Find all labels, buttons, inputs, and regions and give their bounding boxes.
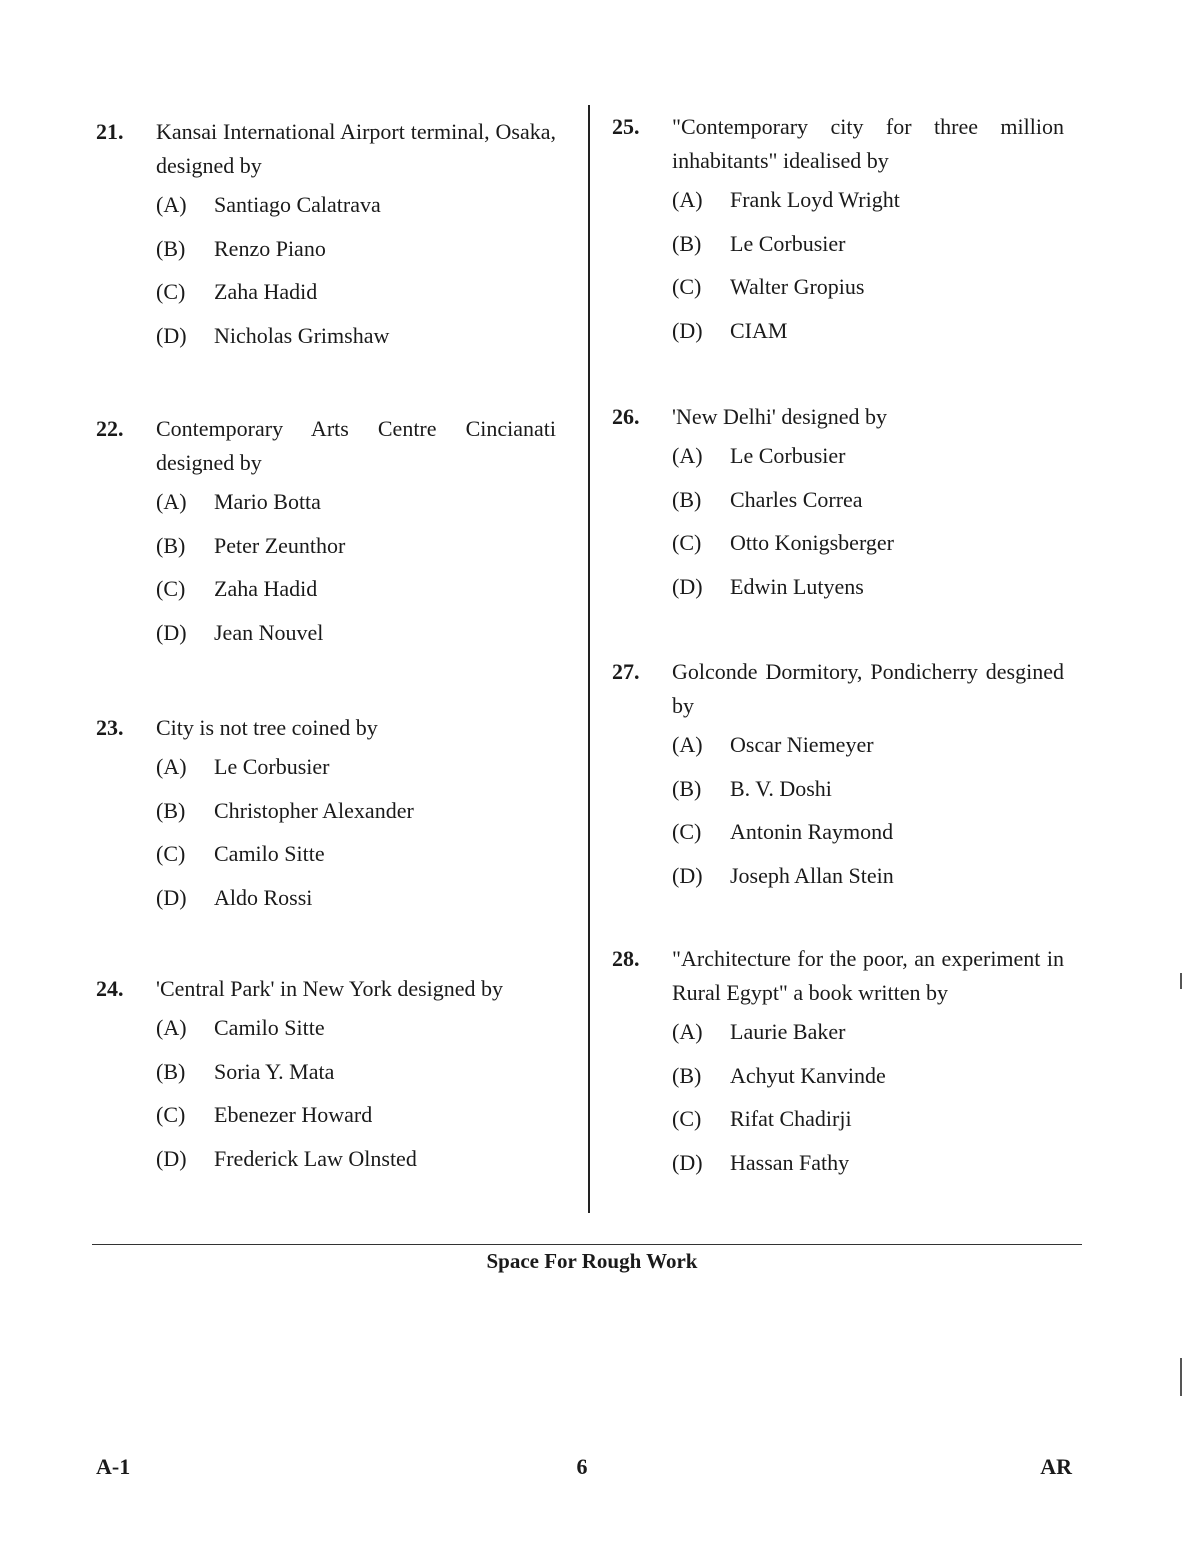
option-d	[156, 1145, 556, 1173]
option-text: Achyut Kanvinde	[730, 1062, 886, 1088]
option-c	[672, 818, 1064, 846]
option-letter: (B)	[156, 797, 186, 823]
question-23	[96, 711, 556, 927]
option-list	[672, 731, 1064, 890]
option-a	[156, 191, 556, 219]
question-text: Kansai International Airport terminal, Osaka, designed by	[156, 119, 556, 178]
option-text: Nicholas Grimshaw	[214, 322, 390, 348]
option-text: Zaha Hadid	[214, 279, 318, 304]
option-list	[156, 1014, 556, 1173]
option-d	[156, 619, 556, 647]
option-b	[156, 532, 556, 560]
question-25	[612, 110, 1064, 360]
option-letter: (C)	[156, 841, 186, 866]
question-number: 24.	[96, 976, 124, 1001]
option-d	[672, 573, 1064, 601]
option-list	[672, 1018, 1064, 1177]
option-letter: (A)	[672, 187, 703, 212]
question-number: 21.	[96, 119, 124, 144]
question-number: 25.	[612, 114, 640, 139]
option-letter: (D)	[156, 1145, 187, 1171]
question-number: 27.	[612, 659, 640, 684]
question-22	[96, 412, 556, 662]
option-letter: (C)	[672, 1106, 702, 1131]
option-text: Antonin Raymond	[730, 819, 894, 844]
option-list	[156, 488, 556, 647]
question-26	[612, 400, 1064, 616]
option-text: Camilo Sitte	[214, 1015, 325, 1040]
option-c	[156, 575, 556, 603]
option-letter: (B)	[156, 1058, 186, 1084]
option-b	[672, 1062, 1064, 1090]
option-text: Mario Botta	[214, 489, 321, 514]
option-letter: (B)	[672, 230, 702, 256]
option-list	[672, 442, 1064, 601]
option-b	[672, 775, 1064, 803]
question-24	[96, 972, 556, 1188]
option-text: Le Corbusier	[730, 230, 846, 256]
option-letter: (A)	[156, 1015, 187, 1040]
column-divider	[588, 105, 590, 1213]
option-list	[156, 753, 556, 912]
option-c	[156, 840, 556, 868]
option-text: Peter Zeunthor	[214, 532, 346, 558]
subject-code: AR	[1040, 1454, 1072, 1479]
option-b	[156, 797, 556, 825]
option-letter: (C)	[156, 279, 186, 304]
option-a	[672, 1018, 1064, 1046]
option-text: Frank Loyd Wright	[730, 187, 900, 212]
option-c	[156, 278, 556, 306]
option-a	[672, 731, 1064, 759]
option-letter: (B)	[672, 1062, 702, 1088]
option-letter: (A)	[672, 732, 703, 757]
question-text: 'New Delhi' designed by	[672, 404, 888, 429]
option-letter: (B)	[672, 486, 702, 512]
option-letter: (C)	[672, 819, 702, 844]
option-letter: (C)	[672, 274, 702, 299]
page-number: 6	[576, 1454, 588, 1479]
option-d	[156, 322, 556, 350]
option-text: Oscar Niemeyer	[730, 732, 874, 757]
option-a	[672, 442, 1064, 470]
option-text: B. V. Doshi	[730, 775, 832, 801]
option-text: Soria Y. Mata	[214, 1058, 335, 1084]
question-21	[96, 115, 556, 365]
question-28	[612, 942, 1064, 1192]
option-text: Otto Konigsberger	[730, 530, 894, 555]
option-text: Aldo Rossi	[214, 884, 313, 910]
question-text: 'Central Park' in New York designed by	[156, 976, 504, 1001]
option-d	[672, 862, 1064, 890]
option-c	[672, 1105, 1064, 1133]
option-d	[156, 884, 556, 912]
option-a	[156, 753, 556, 781]
option-b	[672, 486, 1064, 514]
option-text: Laurie Baker	[730, 1019, 846, 1044]
question-text: Contemporary Arts Centre Cincianati designed by	[156, 416, 556, 475]
option-text: CIAM	[730, 317, 788, 343]
question-number: 26.	[612, 404, 640, 429]
question-text: "Architecture for the poor, an experiment in Rural Egypt" a book written by	[672, 946, 1064, 1005]
option-letter: (D)	[156, 322, 187, 348]
question-text: City is not tree coined by	[156, 715, 378, 740]
option-text: Rifat Chadirji	[730, 1106, 852, 1131]
option-text: Hassan Fathy	[730, 1149, 850, 1175]
option-c	[672, 529, 1064, 557]
option-d	[672, 1149, 1064, 1177]
option-text: Le Corbusier	[214, 754, 330, 779]
question-number: 22.	[96, 416, 124, 441]
option-text: Ebenezer Howard	[214, 1102, 373, 1127]
option-b	[156, 1058, 556, 1086]
option-letter: (D)	[672, 317, 703, 343]
option-letter: (A)	[672, 443, 703, 468]
option-a	[156, 488, 556, 516]
option-a	[672, 186, 1064, 214]
question-27	[612, 655, 1064, 905]
option-letter: (D)	[156, 884, 187, 910]
option-letter: (C)	[156, 576, 186, 601]
option-letter: (A)	[156, 489, 187, 514]
option-text: Santiago Calatrava	[214, 192, 381, 217]
rough-work-title: Space For Rough Work	[486, 1249, 698, 1273]
booklet-code: A-1	[96, 1454, 131, 1479]
option-text: Zaha Hadid	[214, 576, 318, 601]
option-text: Walter Gropius	[730, 274, 865, 299]
option-text: Christopher Alexander	[214, 797, 414, 823]
option-c	[156, 1101, 556, 1129]
option-text: Charles Correa	[730, 486, 863, 512]
option-letter: (A)	[156, 754, 187, 779]
option-text: Camilo Sitte	[214, 841, 325, 866]
option-list	[672, 186, 1064, 345]
option-letter: (D)	[672, 862, 703, 888]
scan-edge-mark	[1180, 973, 1182, 989]
option-text: Jean Nouvel	[214, 619, 324, 645]
question-number: 28.	[612, 946, 640, 971]
option-b	[156, 235, 556, 263]
option-c	[672, 273, 1064, 301]
option-a	[156, 1014, 556, 1042]
option-letter: (B)	[156, 235, 186, 261]
scan-edge-mark	[1180, 1358, 1182, 1396]
option-list	[156, 191, 556, 350]
option-b	[672, 230, 1064, 258]
option-letter: (C)	[672, 530, 702, 555]
option-letter: (D)	[156, 619, 187, 645]
option-letter: (A)	[156, 192, 187, 217]
option-letter: (B)	[672, 775, 702, 801]
option-text: Joseph Allan Stein	[730, 862, 894, 888]
question-text: "Contemporary city for three million inhabitants" idealised by	[672, 114, 1064, 173]
option-letter: (D)	[672, 1149, 703, 1175]
option-text: Le Corbusier	[730, 443, 846, 468]
option-letter: (B)	[156, 532, 186, 558]
rough-work-divider	[92, 1244, 1082, 1245]
question-number: 23.	[96, 715, 124, 740]
option-letter: (C)	[156, 1102, 186, 1127]
option-text: Frederick Law Olnsted	[214, 1145, 417, 1171]
option-text: Renzo Piano	[214, 235, 326, 261]
option-letter: (D)	[672, 573, 703, 599]
question-text: Golconde Dormitory, Pondicherry desgined by	[672, 659, 1064, 718]
option-letter: (A)	[672, 1019, 703, 1044]
option-d	[672, 317, 1064, 345]
option-text: Edwin Lutyens	[730, 573, 864, 599]
